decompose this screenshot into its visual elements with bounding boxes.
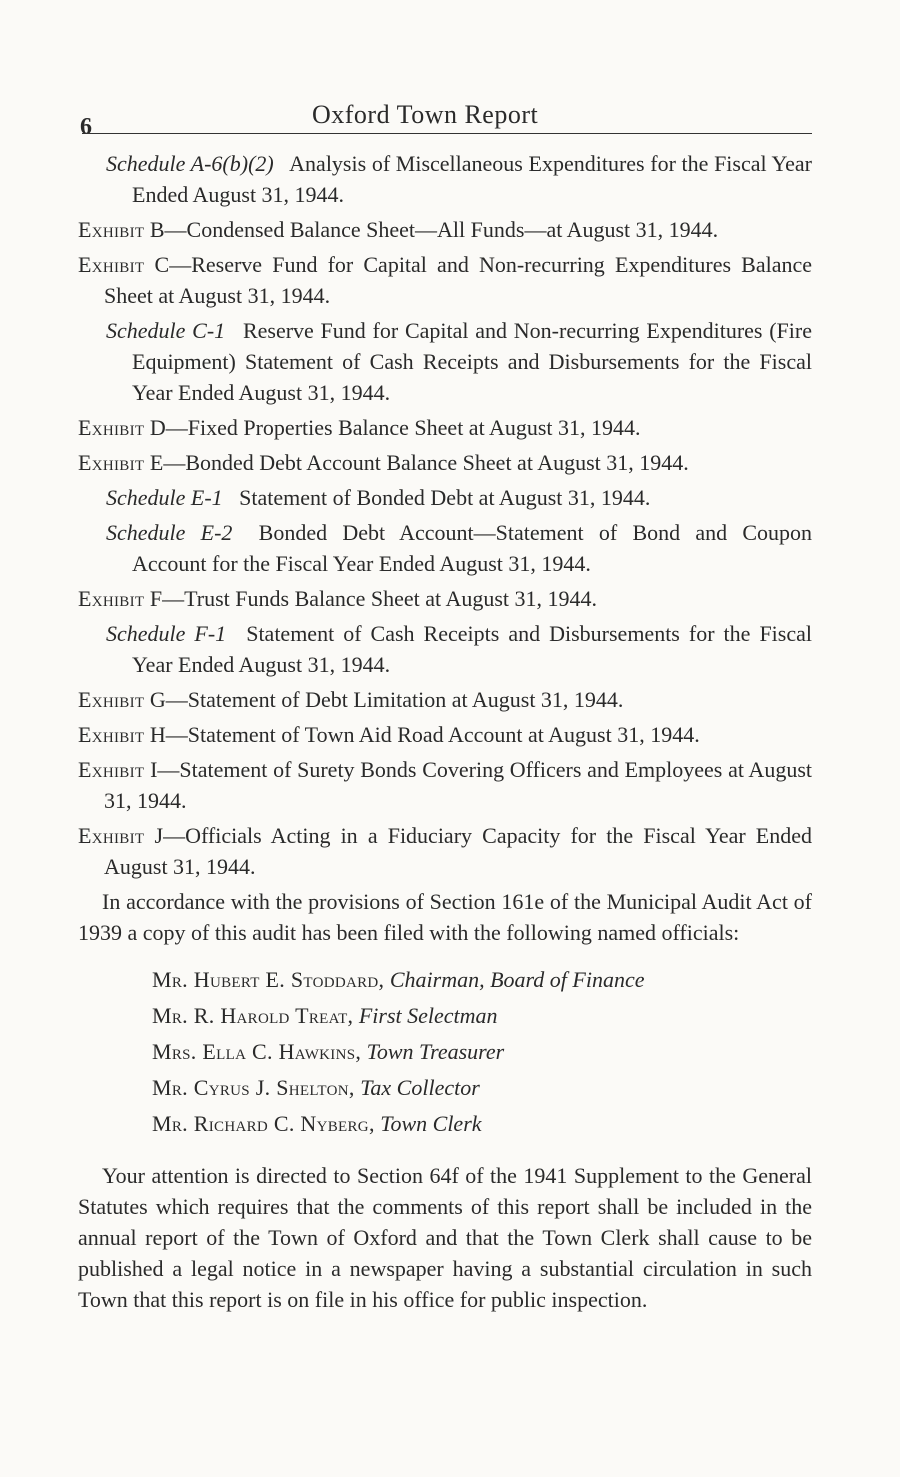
entry-text: D—Fixed Properties Balance Sheet at August 31, 1944. (149, 415, 641, 440)
schedule-entry (78, 618, 812, 680)
official-item (152, 1070, 812, 1106)
official-name: Mr. Hubert E. Stoddard, (152, 967, 385, 992)
exhibit-label: Exhibit (78, 252, 145, 277)
entry-text: Bonded Debt Account—Statement of Bond and Coupon Account for the Fiscal Year Ended August 31, 1944. (132, 520, 813, 576)
official-name: Mrs. Ella C. Hawkins, (152, 1039, 362, 1064)
entry-text: Statement of Cash Receipts and Disbursements for the Fiscal Year Ended August 31, 1944. (132, 621, 812, 677)
official-name: Mr. R. Harold Treat, (152, 1003, 354, 1028)
schedule-entry (78, 148, 812, 210)
entry-text: B—Condensed Balance Sheet—All Funds—at August 31, 1944. (149, 217, 719, 242)
entry-text: J—Officials Acting in a Fiduciary Capacity for the Fiscal Year Ended August 31, 1944. (104, 823, 813, 879)
page-body (78, 148, 812, 1337)
official-title: Chairman, Board of Finance (389, 967, 645, 992)
exhibit-entry (78, 412, 812, 443)
entry-text: H—Statement of Town Aid Road Account at August 31, 1944. (149, 722, 700, 747)
official-item (152, 1034, 812, 1070)
official-title: Tax Collector (360, 1075, 480, 1100)
official-title: Town Clerk (380, 1111, 482, 1136)
officials-list (152, 962, 812, 1142)
page-header (80, 100, 812, 140)
official-title: Town Treasurer (366, 1039, 505, 1064)
entry-text: C—Reserve Fund for Capital and Non-recurring Expenditures Balance Sheet at August 31, 1944. (104, 252, 813, 308)
exhibit-list (78, 148, 812, 882)
closing-paragraph: Your attention is directed to Section 64f of the 1941 Supplement to the General Statutes which requires that the comments of this report shall be included in the annual report of the Town of Oxford and that the Town Clerk shall cause to be published a legal notice in a newspaper having a substantial circulation in such Town that this report is on file in his office for public inspection. (78, 1163, 812, 1312)
exhibit-label: Exhibit (78, 450, 145, 475)
exhibit-entry (78, 249, 812, 311)
page-number: 6 (80, 114, 92, 140)
entry-text: F—Trust Funds Balance Sheet at August 31, 1944. (149, 586, 598, 611)
schedule-label: Schedule E-1 (106, 485, 223, 510)
schedule-label: Schedule E-2 (106, 520, 233, 545)
header-rule (82, 133, 812, 134)
schedule-entry (78, 517, 812, 579)
running-title: Oxford Town Report (312, 100, 539, 129)
exhibit-label: Exhibit (78, 823, 145, 848)
exhibit-label: Exhibit (78, 415, 145, 440)
exhibit-label: Exhibit (78, 757, 145, 782)
schedule-entry (78, 482, 812, 513)
exhibit-label: Exhibit (78, 687, 145, 712)
exhibit-entry (78, 820, 812, 882)
entry-text: G—Statement of Debt Limitation at August 31, 1944. (149, 687, 624, 712)
exhibit-entry (78, 754, 812, 816)
entry-text: Statement of Bonded Debt at August 31, 1944. (239, 485, 651, 510)
official-name: Mr. Richard C. Nyberg, (152, 1111, 375, 1136)
schedule-entry (78, 315, 812, 408)
entry-text: Reserve Fund for Capital and Non-recurring Expenditures (Fire Equipment) Statement of Cash Receipts and Disbursements for the Fiscal Year Ended August 31, 1944. (132, 318, 812, 405)
entry-text: E—Bonded Debt Account Balance Sheet at August 31, 1944. (149, 450, 689, 475)
official-item (152, 1106, 812, 1142)
schedule-label: Schedule A-6(b)(2) (106, 151, 274, 176)
exhibit-entry (78, 447, 812, 478)
exhibit-entry (78, 719, 812, 750)
official-item (152, 962, 812, 998)
exhibit-entry (78, 583, 812, 614)
intro-paragraph: In accordance with the provisions of Section 161e of the Municipal Audit Act of 1939 a copy of this audit has been filed with the following named officials: (78, 889, 812, 945)
exhibit-label: Exhibit (78, 586, 145, 611)
official-item (152, 998, 812, 1034)
exhibit-label: Exhibit (78, 722, 145, 747)
exhibit-entry (78, 214, 812, 245)
schedule-label: Schedule F-1 (106, 621, 227, 646)
exhibit-label: Exhibit (78, 217, 145, 242)
exhibit-entry (78, 684, 812, 715)
official-title: First Selectman (358, 1003, 498, 1028)
entry-text: I—Statement of Surety Bonds Covering Officers and Employees at August 31, 1944. (104, 757, 812, 813)
entry-text: Analysis of Miscellaneous Expenditures for the Fiscal Year Ended August 31, 1944. (132, 151, 812, 207)
schedule-label: Schedule C-1 (106, 318, 226, 343)
official-name: Mr. Cyrus J. Shelton, (152, 1075, 355, 1100)
